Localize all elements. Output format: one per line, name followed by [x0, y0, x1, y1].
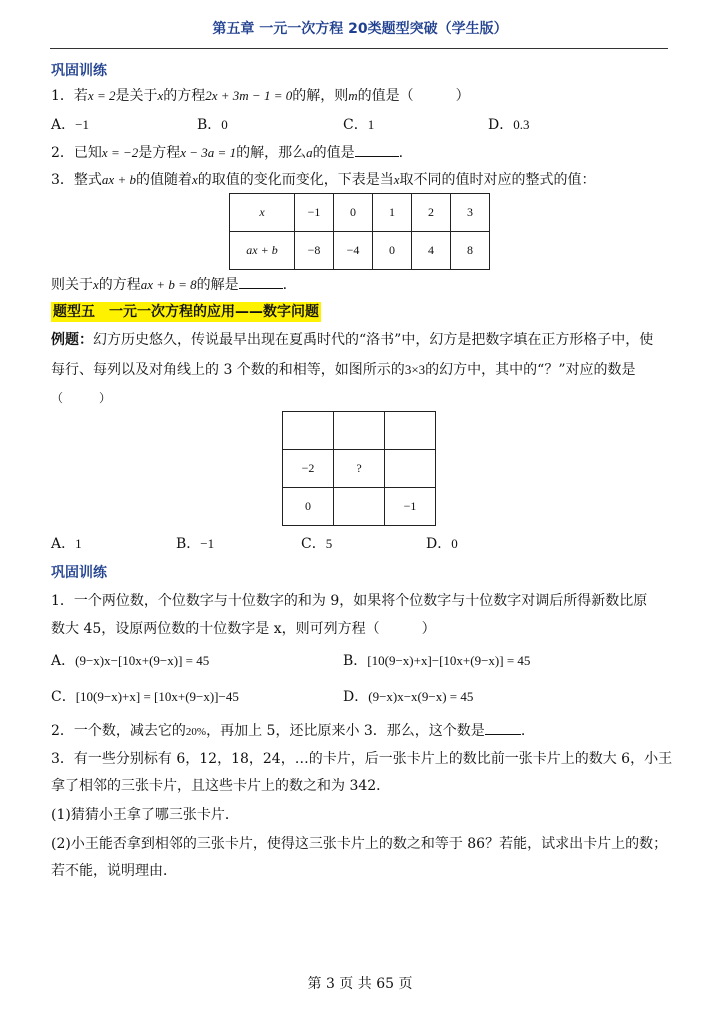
option-letter: A． [51, 536, 76, 552]
q1-option-a [51, 116, 89, 134]
q3-text-2: 的取值的变化而变化，下表是当 [197, 172, 394, 188]
option-letter: D． [488, 117, 514, 133]
option-letter: C． [343, 117, 368, 133]
table-cell: 1 [373, 194, 412, 232]
practice-3-sub-2b: 若不能，说明理由． [51, 863, 177, 879]
topic-5-heading: 题型五 一元一次方程的应用——数字问题 [53, 304, 319, 320]
table-cell: 0 [334, 194, 373, 232]
example-line-1 [51, 331, 653, 349]
section-title-practice-1: 巩固训练 [51, 63, 107, 79]
q3-after-equation: ax + b = 8 [140, 277, 197, 292]
grid-row [283, 412, 436, 450]
option-value: [10(9−x)+x]−[10x+(9−x)] = 45 [367, 653, 531, 668]
table-cell: −4 [334, 232, 373, 270]
practice-2 [51, 722, 525, 741]
q1-option-b [197, 116, 228, 134]
q1-option-c [343, 116, 374, 134]
q3-variable-2: x [393, 172, 400, 187]
example-line-2 [51, 361, 635, 379]
option-value: −1 [75, 117, 89, 132]
practice-3-line-1: 3．有一些分别标有 6，12，18，24，…的卡片，后一张卡片上的数比前一张卡片上的数大 6，小王 [51, 751, 673, 767]
q1-option-d [488, 116, 529, 134]
q1-text-2: 的方程 [163, 88, 206, 104]
table-cell: 3 [451, 194, 490, 232]
example-text-2a: 每行、每列以及对角线上的 3 个数的和相等，如图所示的 [51, 362, 405, 378]
table-header-cell: x [230, 194, 295, 232]
q2-equation: x − 3a = 1 [180, 145, 237, 160]
grid-cell [334, 488, 385, 526]
option-letter: B． [343, 653, 368, 669]
option-letter: B． [197, 117, 222, 133]
p1-option-a [51, 652, 209, 670]
page-header-title: 第五章 一元一次方程 20类题型突破（学生版） [212, 21, 508, 37]
q1-prefix: 1．若 [51, 88, 88, 104]
p2-percent: 20% [185, 726, 207, 738]
section-title-practice-2: 巩固训练 [51, 565, 107, 581]
grid-row [283, 488, 436, 526]
option-letter: B． [176, 536, 201, 552]
page-footer: 第 3 页 共 65 页 [307, 976, 413, 992]
q2-prefix: 2．已知 [51, 145, 102, 161]
magic-square-grid [282, 411, 436, 526]
example-option-b [176, 535, 214, 553]
answer-blank[interactable] [355, 144, 399, 157]
p1-option-d [343, 688, 473, 706]
grid-cell [334, 412, 385, 450]
header-divider [50, 48, 668, 49]
q3-tail: 取不同的值时对应的整式的值： [399, 172, 596, 188]
option-value: 1 [75, 536, 82, 551]
table-row [230, 194, 490, 232]
example-option-d [426, 535, 458, 553]
grid-cell [283, 412, 334, 450]
practice-3-line-2: 拿了相邻的三张卡片，且这些卡片上的数之和为 342． [51, 778, 391, 794]
q2-text-1: 是方程 [138, 145, 181, 161]
q3-text-1: 的值随着 [135, 172, 192, 188]
option-value: 0 [221, 117, 228, 132]
option-letter: D． [426, 536, 452, 552]
table-row [230, 232, 490, 270]
q3-expression: ax + b [101, 172, 136, 187]
grid-row [283, 450, 436, 488]
table-cell: 2 [412, 194, 451, 232]
option-value: 0 [451, 536, 458, 551]
practice-1-line-1: 1．一个两位数，个位数字与十位数字的和为 9，如果将个位数字与十位数字对调后所得新数比原 [51, 593, 648, 609]
option-value: −1 [200, 536, 215, 551]
q3-variable: x [191, 172, 198, 187]
option-letter: D． [343, 689, 369, 705]
option-value: 1 [367, 117, 375, 132]
q2-end: . [398, 145, 404, 161]
table-header-cell: ax + b [230, 232, 295, 270]
table-cell: 8 [451, 232, 490, 270]
option-value: (9−x)x−x(9−x) = 45 [368, 689, 474, 704]
q1-text-1: 是关于 [115, 88, 158, 104]
example-label: 例题： [51, 332, 93, 348]
q3-prefix: 3．整式 [51, 172, 102, 188]
answer-blank[interactable] [239, 276, 283, 289]
q3-after-end: . [282, 277, 288, 293]
q1-variable: x [157, 88, 164, 103]
p1-option-c [51, 688, 239, 706]
p2-tail: ，再加上 5，还比原来小 3．那么，这个数是 [206, 723, 485, 739]
option-letter: A． [51, 117, 76, 133]
table-cell: −1 [295, 194, 334, 232]
q2-text-2: 的解，那么 [236, 145, 307, 161]
option-value: 5 [325, 536, 333, 551]
example-option-c [301, 535, 332, 553]
q1-tail: 的值是（ ） [357, 88, 470, 104]
grid-cell: −1 [385, 488, 436, 526]
grid-cell [385, 450, 436, 488]
option-letter: C． [51, 689, 76, 705]
q1-m: m [348, 88, 358, 103]
practice-3-sub-1: (1)猜猜小王拿了哪三张卡片． [51, 807, 239, 823]
option-value: 0.3 [513, 117, 530, 132]
q2-a: a [306, 145, 313, 160]
grid-cell: ? [334, 450, 385, 488]
q3-after-text: 的方程 [98, 277, 141, 293]
question-1 [51, 87, 470, 105]
p2-end: . [520, 723, 526, 739]
grid-cell: 0 [283, 488, 334, 526]
q2-tail: 的值是 [312, 145, 355, 161]
question-2 [51, 144, 403, 162]
option-value: (9−x)x−[10x+(9−x)] = 45 [75, 653, 210, 668]
answer-blank[interactable] [485, 722, 521, 735]
option-value: [10(9−x)+x] = [10x+(9−x)]−45 [75, 689, 239, 704]
option-letter: C． [301, 536, 326, 552]
example-text-2b: 的幻方中，其中的“？”对应的数是 [425, 362, 636, 378]
grid-cell: −2 [283, 450, 334, 488]
table-cell: 0 [373, 232, 412, 270]
practice-1-line-2: 数大 45，设原两位数的十位数字是 x，则可列方程（ ） [51, 621, 436, 637]
q3-after-prefix: 则关于 [51, 277, 93, 293]
example-grid-size: 3×3 [404, 362, 426, 377]
q3-after-tail: 的解是 [196, 277, 239, 293]
values-table [229, 193, 490, 270]
q1-condition: x = 2 [87, 88, 116, 103]
question-3-followup [51, 276, 287, 294]
q1-text-3: 的解，则 [292, 88, 349, 104]
p2-prefix: 2．一个数，减去它的 [51, 723, 186, 739]
example-answer-bracket: （ ） [51, 391, 112, 405]
p1-option-b [343, 652, 530, 670]
table-cell: 4 [412, 232, 451, 270]
q1-equation: 2x + 3m − 1 = 0 [205, 88, 293, 103]
example-option-a [51, 535, 82, 553]
example-text-1: 幻方历史悠久，传说最早出现在夏禹时代的“洛书”中，幻方是把数字填在正方形格子中，使 [93, 332, 654, 348]
question-3 [51, 171, 596, 189]
q2-condition: x = −2 [101, 145, 139, 160]
table-cell: −8 [295, 232, 334, 270]
grid-cell [385, 412, 436, 450]
option-letter: A． [51, 653, 76, 669]
q3-after-variable: x [93, 277, 99, 292]
practice-3-sub-2a: (2)小王能否拿到相邻的三张卡片，使得这三张卡片上的数之和等于 86？若能，试求出卡片上的数； [51, 836, 668, 852]
